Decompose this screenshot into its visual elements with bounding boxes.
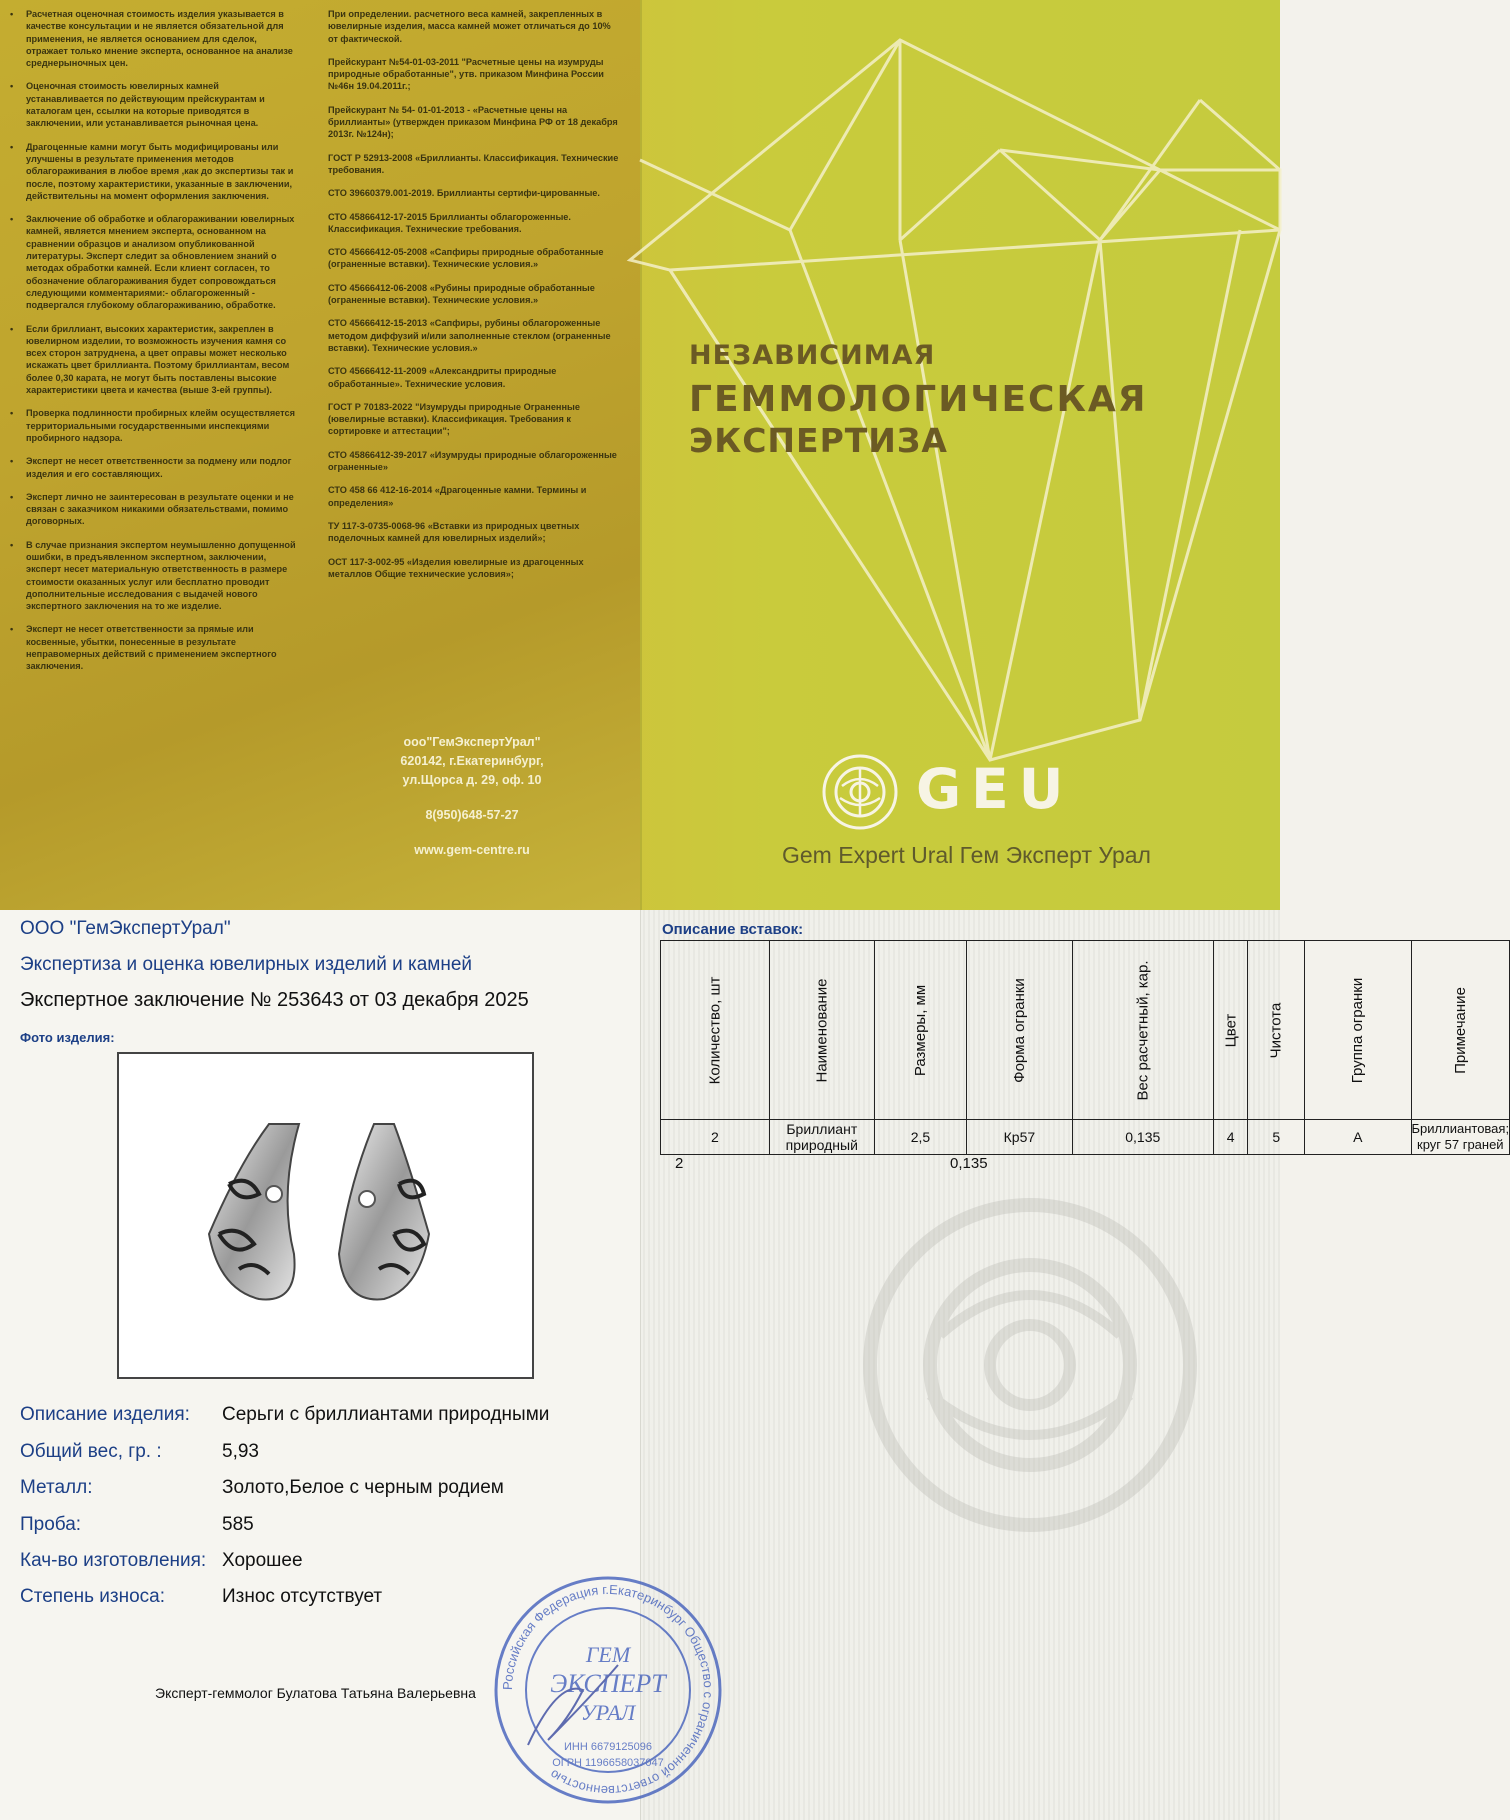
- geu-logo-text: GEU: [916, 757, 1074, 821]
- header-cell: Форма огранки: [967, 941, 1073, 1120]
- inserts-title: Описание вставок:: [662, 921, 804, 938]
- organization-name: ООО "ГемЭкспертУрал": [20, 918, 231, 939]
- detail-value: 585: [222, 1514, 254, 1535]
- header-cell: Цвет: [1213, 941, 1248, 1120]
- terms-paragraph: СТО 45666412-05-2008 «Сапфиры природные обработанные (ограненные вставки). Технические условия.»: [328, 247, 604, 270]
- product-photo: [117, 1052, 534, 1379]
- terms-paragraph: ТУ 117-3-0735-0068-96 «Вставки из природных цветных поделочных камней для ювелирных изделий»;: [328, 520, 580, 544]
- cover-title-line3: ЭКСПЕРТИЗА: [689, 421, 948, 460]
- terms-paragraph: • Оценочная стоимость ювелирных камней устанавливается по действующим прейскурантам и каталогам цен, ссылки на которые приводятся в заключении, или устанавливается рыночная цена.: [8, 80, 298, 129]
- cell-clarity: 5: [1248, 1120, 1305, 1155]
- photo-label: Фото изделия:: [20, 1030, 115, 1045]
- earrings-image-icon: [119, 1054, 532, 1377]
- total-qty: 2: [675, 1155, 684, 1172]
- terms-paragraph: СТО 39660379.001-2019. Бриллианты сертифи-цированные.: [328, 188, 600, 199]
- stamp-center-1: ГЕМ: [585, 1642, 631, 1667]
- header-cell: Чистота: [1248, 941, 1305, 1120]
- terms-paragraph: ГОСТ Р 70183-2022 "Изумруды природные Ограненные (ювелирные вставки). Классификация. Требования к сортировке и аттестации";: [328, 401, 580, 437]
- terms-column-right: [322, 8, 622, 591]
- terms-paragraph: СТО 45866412-17-2015 Бриллианты облагороженные. Классификация. Технические требования.: [328, 211, 571, 234]
- header-cell: Размеры, мм: [874, 941, 966, 1120]
- cell-group: А: [1305, 1120, 1411, 1155]
- contact-city: 620142, г.Екатеринбург,: [400, 754, 544, 768]
- cell-cut: Кр57: [967, 1120, 1073, 1155]
- header-cell: Наименование: [769, 941, 874, 1120]
- watermark-globe-icon: [860, 1195, 1200, 1535]
- terms-paragraph: • Если бриллиант, высоких характеристик, закреплен в ювелирном изделии, то возможность изучения камня со всех сторон затруднена, а цвет оправы может несколько искажать цвет бриллианта. Поэтому бриллиантам, весом более 0,30 карата, не могут быть поставлены высокие характеристики цвета и качества (выше 3-ей группы).: [8, 323, 298, 397]
- terms-paragraph: • Драгоценные камни могут быть модифицированы или улучшены в результате применения методов облагораживания в любое время ,как до экспертизы так и после, поэтому характеристики, указанные в заключении, действительны на момент оформления заключения.: [8, 141, 298, 202]
- header-cell: Вес расчетный, кар.: [1072, 941, 1213, 1120]
- cell-note: Бриллиантовая; круг 57 граней: [1411, 1120, 1510, 1155]
- geu-logo-subtitle: Gem Expert Ural Гем Эксперт Урал: [782, 842, 1151, 868]
- detail-value: 5,93: [222, 1441, 259, 1462]
- terms-paragraph: • Эксперт лично не заинтересован в результате оценки и не связан с заказчиком никакими обязательствами, помимо договорных.: [8, 491, 298, 528]
- header-cell: Группа огранки: [1305, 941, 1411, 1120]
- stamp-center-2: ЭКСПЕРТ: [550, 1669, 666, 1698]
- detail-value: Серьги с бриллиантами природными: [222, 1404, 550, 1425]
- cover-title: [689, 340, 1147, 461]
- expert-signature-line: Эксперт-геммолог Булатова Татьяна Валерьевна: [155, 1685, 476, 1701]
- company-stamp-icon: [488, 1570, 728, 1810]
- terms-paragraph: СТО 45866412-39-2017 «Изумруды природные облагороженные ограненные»: [328, 449, 617, 473]
- detail-label: Описание изделия:: [20, 1404, 190, 1425]
- terms-paragraph: СТО 45666412-11-2009 «Александриты природные обработанные». Технические условия.: [328, 366, 557, 389]
- terms-paragraph: • Расчетная оценочная стоимость изделия указывается в качестве консультации и не является обязательной для применения, не является основанием для сделок, отражает только мнение эксперта, основанное на анализе среднерыночных цен.: [8, 8, 298, 69]
- cell-color: 4: [1213, 1120, 1248, 1155]
- terms-paragraph: СТО 45666412-06-2008 «Рубины природные обработанные (ограненные вставки). Технические условия.»: [328, 282, 595, 306]
- detail-label: Общий вес, гр. :: [20, 1441, 162, 1462]
- terms-paragraph: Прейскурант № 54- 01-01-2013 - «Расчетные цены на бриллианты» (утвержден приказом Минфина РФ от 18 декабря 2013г. №124н);: [328, 104, 618, 140]
- detail-value: Золото,Белое с черным родием: [222, 1477, 504, 1498]
- header-cell: Примечание: [1411, 941, 1510, 1120]
- total-weight: 0,135: [950, 1155, 988, 1172]
- cover-title-line1: НЕЗАВИСИМАЯ: [689, 340, 936, 371]
- cell-weight: 0,135: [1072, 1120, 1213, 1155]
- cell-name: Бриллиант природный: [769, 1120, 874, 1155]
- conclusion-number: Экспертное заключение № 253643 от 03 декабря 2025: [20, 989, 529, 1011]
- terms-paragraph: СТО 458 66 412-16-2014 «Драгоценные камни. Термины и определения»: [328, 485, 587, 508]
- cover-title-line2: ГЕММОЛОГИЧЕСКАЯ: [689, 379, 1148, 420]
- contact-company: ооо"ГемЭкспертУрал": [403, 735, 541, 749]
- terms-paragraph: • Заключение об обработке и облагораживании ювелирных камней, является мнением эксперта, основанном на сравнении образцов и анализом опубликованной литературы. Эксперт следит за обновлением знаний о методах обработки камней. Если клиент согласен, то обозначение облагораживания будет сопровождаться следующими комментариями:- облагороженный - подвергался глубокому облагораживанию, обработке.: [8, 213, 298, 311]
- terms-paragraph: • Эксперт не несет ответственности за прямые или косвенные, убытки, понесенные в результате неправомерных действий с применением экспертного заключения.: [8, 623, 298, 672]
- cell-qty: 2: [661, 1120, 770, 1155]
- header-cell: Количество, шт: [661, 941, 770, 1120]
- detail-value: Хорошее: [222, 1550, 303, 1571]
- detail-label: Кач-во изготовления:: [20, 1550, 207, 1571]
- terms-paragraph: • В случае признания экспертом неумышленно допущенной ошибки, в предъявленном экспертном, заключении, эксперт несет материальную ответственность в размере стоимости оказанных услуг или бесплатно проводит дополнительные исследования с выдачей нового экспертного заключения на то же изделие.: [8, 539, 298, 613]
- terms-paragraph: • Проверка подлинности пробирных клейм осуществляется территориальными государственными инспекциями пробирного надзора.: [8, 407, 298, 444]
- detail-label: Металл:: [20, 1477, 93, 1498]
- table-header-row: [661, 941, 1510, 1120]
- detail-value: Износ отсутствует: [222, 1586, 383, 1607]
- terms-paragraph: • Эксперт не несет ответственности за подмену или подлог изделия и его составляющих.: [8, 455, 298, 480]
- stamp-center-3: УРАЛ: [580, 1700, 636, 1725]
- stamp-inn: ИНН 6679125096: [563, 1741, 653, 1753]
- cell-size: 2,5: [874, 1120, 966, 1155]
- terms-column-left: [8, 8, 298, 684]
- contact-phone: 8(950)648-57-27: [425, 808, 519, 822]
- terms-paragraph: СТО 45666412-15-2013 «Сапфиры, рубины облагороженные методом диффузий и/или заполненные стеклом (ограненные вставки). Технические условия.»: [328, 318, 611, 353]
- terms-paragraph: При определении. расчетного веса камней, закрепленных в ювелирные изделия, масса камней может отличаться до 10% от фактической.: [328, 9, 611, 44]
- inserts-table: [660, 940, 1510, 1155]
- contact-site: www.gem-centre.ru: [414, 843, 530, 857]
- contacts-block: [322, 733, 622, 860]
- contact-address: ул.Щорса д. 29, оф. 10: [402, 773, 542, 787]
- geu-globe-icon: [820, 752, 900, 832]
- stamp-ring-text: Российская Федерация г.Екатеринбург Общество с ограниченной ответственностью: [499, 1581, 717, 1799]
- terms-paragraph: Прейскурант №54-01-03-2011 "Расчетные цены на изумруды природные обработанные", утв. приказом Минфина России №46н 19.04.2011г.;: [328, 56, 604, 92]
- detail-label: Степень износа:: [20, 1586, 166, 1607]
- certificate-subtitle: Экспертиза и оценка ювелирных изделий и камней: [20, 954, 473, 975]
- stamp-ogrn: ОГРН 1196658037047: [552, 1757, 664, 1769]
- terms-paragraph: ОСТ 117-3-002-95 «Изделия ювелирные из драгоценных металлов Общие технические условия»;: [328, 556, 584, 579]
- terms-paragraph: ГОСТ Р 52913-2008 «Бриллианты. Классификация. Технические требования.: [328, 152, 619, 175]
- detail-label: Проба:: [20, 1514, 82, 1535]
- table-row: [661, 1120, 1510, 1155]
